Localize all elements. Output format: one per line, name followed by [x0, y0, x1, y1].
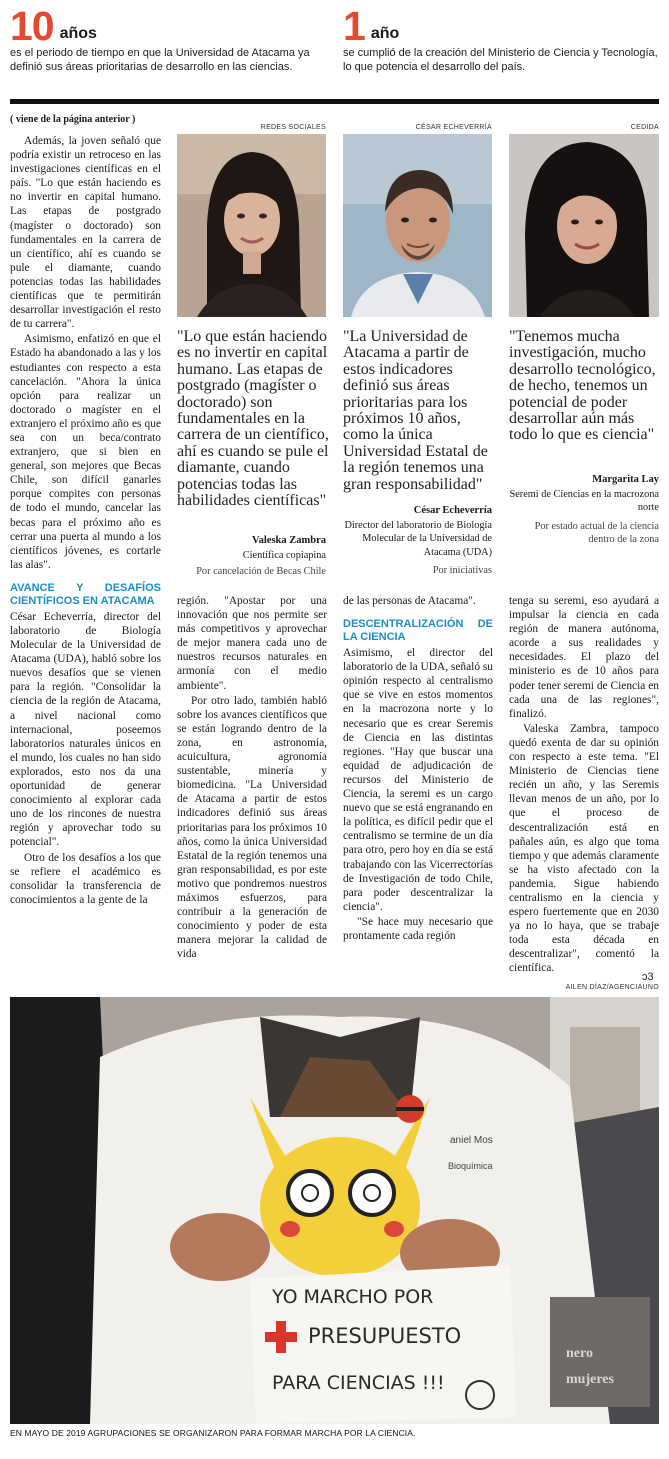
article-column-3	[343, 594, 493, 944]
quote-context: Por cancelación de Becas Chile	[196, 566, 326, 577]
march-photo	[10, 997, 659, 1424]
photo-credit: CÉSAR ECHEVERRÍA	[415, 124, 492, 131]
paragraph: Por otro lado, también habló sobre los avances científicos que se están logrando dentro de la zona, en astronomía, acuicultura, agronomía sustentable, minería y biomedicina. "La Universidad de Atacama a partir de estos indicadores definió sus áreas prioritarias para los próximos 10 años, como la única Universidad Estatal de la región tenemos una gran responsabilidad, es por este motivo que pondremos nuestros máximos esfuerzos, para contribuir a la generación de conocimiento y poder de esta manera mejorar la calidad de vida	[177, 694, 327, 961]
paragraph: de las personas de Atacama".	[343, 595, 476, 607]
sign-line-3: PARA CIENCIAS !!!	[272, 1372, 445, 1394]
paragraph: Valeska Zambra, tampoco quedó exenta de dar su opinión con respecto a este tema. "El Ministerio de Ciencias tiene recién un año, y las Seremis llevan menos de un año, por lo que el proceso de descentralización está en pañales aún, es algo que toma tiempo y que además claramente se ha visto afectado con la pandemia. Sigue habiendo centralismo en la ciencia y espero fuertemente que en 2030 ya no lo haya, que se trabaje toda esta década en descentralizar", comentó la científica.	[509, 722, 659, 975]
quote-author-role: Científica copiapina	[242, 550, 326, 561]
quote-context: Por iniciativas	[432, 565, 492, 576]
paragraph: Además, la joven señaló que podría existir un retroceso en las investigaciones científicas en el país. "Lo que están haciendo es no invertir en capital humano. Las etapas de postgrado (magíster o doctorado) son fundamentales en la carrera de un científico, ahí es cuando se pule el diamante, cuando potencias todas las habilidades científicas que te permitirán desarrollar investigación el resto de tu carrera".	[10, 135, 161, 331]
paragraph: Otro de los desafíos a los que se refiere el académico es consolidar la transferencia de conocimientos a la gente de la	[10, 851, 161, 906]
stat-description: es el periodo de tiempo en que la Universidad de Atacama ya definió sus áreas prioritarias de desarrollo en las ciencias.	[10, 47, 310, 73]
article-column-1	[10, 134, 161, 908]
article-column-2	[177, 594, 327, 962]
section-heading: DESCENTRALIZACIÓN DE LA CIENCIA	[343, 618, 493, 644]
pull-quote: "La Universidad de Atacama a partir de estos indicadores definió sus áreas prioritarias para los próximos 10 años, como la única Universidad Estatal de la región tenemos una gran responsabilidad"	[343, 328, 488, 493]
stat-years	[10, 4, 330, 74]
continued-from-label: ( viene de la página anterior )	[10, 114, 136, 125]
photo-caption: EN MAYO DE 2019 AGRUPACIONES SE ORGANIZARON PARA FORMAR MARCHA POR LA CIENCIA.	[10, 1428, 416, 1438]
section-heading: AVANCE Y DESAFÍOS CIENTÍFICOS EN ATACAMA	[10, 581, 161, 607]
coat-dept-text: Bioquímica	[448, 1161, 493, 1171]
portrait-cesar-echeverria	[343, 134, 492, 317]
sign-line-1: YO MARCHO POR	[272, 1286, 434, 1308]
photo-credit: REDES SOCIALES	[260, 124, 326, 131]
section-divider	[10, 99, 659, 104]
paragraph: "Se hace muy necesario que prontamente cada región	[343, 915, 493, 942]
pull-quote: "Lo que están haciendo es no invertir en capital humano. Las etapas de postgrado (magíster o doctorado) son fundamentales en la carrera de un científico, ahí es cuando se pule el diamante, cuando potencias todas las habilidades científicas"	[177, 328, 329, 510]
quote-author: César Echeverría	[413, 505, 492, 516]
paragraph: César Echeverría, director del laboratorio de Biología Molecular de la Universidad de Atacama (UDA), habló sobre los nuevos desafíos que se vienen para la región. "Consolidar la ciencia de la región de Atacama, a nivel nacional como internacional, poseemos laboratorios naturales únicos en el mundo, los cuales no han sido explorados, esto nos da una oportunidad de generar conocimiento al explorar cada uno de los rincones de nuestra región y aprovechar todo su potencial".	[10, 610, 161, 849]
portrait-valeska-zambra	[177, 134, 326, 317]
photo-credit: AILEN DÍAZ/AGENCIAUNO	[565, 984, 659, 991]
end-mark: ↄ3	[642, 971, 654, 983]
background-sign-text: mujeres	[566, 1372, 614, 1387]
quote-context: Por estado actual de la ciencia dentro de la zona	[534, 521, 659, 546]
portrait-margarita-lay	[509, 134, 659, 317]
paragraph: región. "Apostar por una innovación que nos permite ser más competitivos y aprovechar de mejor manera cada uno de nuestros recursos naturales en armonía con el medio ambiente".	[177, 595, 327, 692]
stat-description: se cumplió de la creación del Ministerio de Ciencia y Tecnología, lo que potencia el desarrollo del país.	[343, 47, 658, 73]
quote-author: Valeska Zambra	[252, 535, 326, 546]
stat-unit: años	[59, 25, 97, 42]
stat-number: 1	[343, 3, 365, 49]
paragraph: Asimismo, el director del laboratorio de la UDA, señaló su opinión respecto al centralismo que se vive en estos momentos en la macrozona norte y lo necesario que es crear Seremis de Ciencia en las distintas regiones. "Hay que buscar una equidad de adjudicación de recursos del Ministerio de Ciencia, la seremi es un cargo nuevo que se está engranando en la política, es difícil pedir que el centralismo se termine de un día para otro, pero hoy en día se está trabajando con las Vicerrectorías de Investigación de todo Chile, para poder descentralizar la ciencia".	[343, 647, 493, 913]
stat-ministry	[343, 4, 663, 74]
quote-author: Margarita Lay	[592, 474, 659, 485]
stat-unit: año	[370, 25, 400, 42]
sign-line-2: PRESUPUESTO	[308, 1324, 462, 1348]
article-column-4	[509, 594, 659, 977]
coat-name-text: aniel Mos	[450, 1135, 493, 1146]
paragraph: tenga su seremi, eso ayudará a impulsar la ciencia en cada región de manera autónoma, acorde a sus realidades y necesidades. El plazo del ministerio es de 10 años para poder tener seremi de Ciencia en cada una de las regiones", finalizó.	[509, 595, 659, 720]
pull-quote: "Tenemos mucha investigación, mucho desarrollo tecnológico, de hecho, tenemos un potencial de poder desarrollar aún más todo lo que es ciencia"	[509, 328, 656, 444]
paragraph: Asimismo, enfatizó en que el Estado ha abandonado a las y los estudiantes con respecto a esta cancelación. "Ahora la única opción para realizar un doctorado o magíster en el extranjero el próximo año es que sea con un beca/contrato extranjero, que si bien en general, son mejores que Becas Chile, son difícil ganarles porque compites con personas de todo el mundo, cancelar las becas para el próximo año es cerrar una puerta al mundo a los científicos jóvenes, es cortarle las alas".	[10, 333, 161, 571]
quote-author-role: Seremi de Ciencias en la macrozona norte	[509, 489, 659, 514]
background-sign-text: nero	[566, 1346, 593, 1361]
stat-number: 10	[10, 3, 54, 49]
quote-author-role: Director del laboratorio de Biología Molecular de la Universidad de Atacama (UDA)	[344, 520, 492, 558]
photo-credit: CEDIDA	[630, 124, 659, 131]
